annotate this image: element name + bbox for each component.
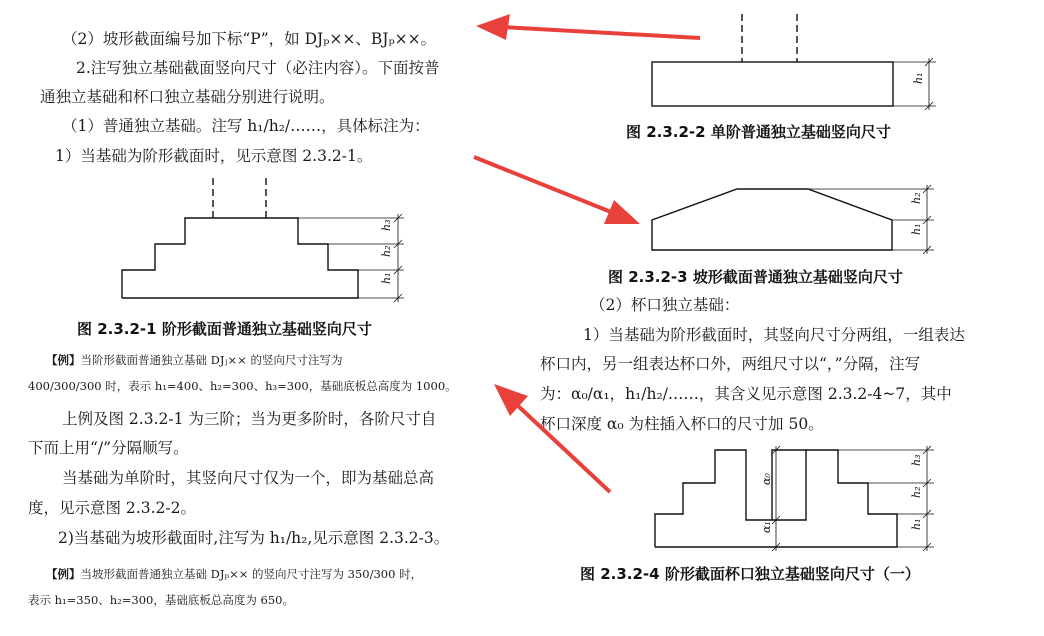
figure-caption-2-3-2-1: 图 2.3.2-1 阶形截面普通独立基础竖向尺寸 <box>77 320 372 338</box>
dim-label-h1: h₁ <box>910 518 923 530</box>
figure-caption-2-3-2-2: 图 2.3.2-2 单阶普通独立基础竖向尺寸 <box>626 123 891 141</box>
paragraph-text: 为：α₀/α₁，h₁/h₂/……，其含义见示意图 2.3.2-4~7，其中 <box>540 385 952 403</box>
single-step-outline <box>652 62 893 106</box>
arrow-head-icon <box>476 14 510 40</box>
paragraph-text: 杯口深度 α₀ 为柱插入杯口的尺寸加 50。 <box>540 415 824 433</box>
dim-label-h2: h₂ <box>910 486 923 498</box>
figure-caption-2-3-2-3: 图 2.3.2-3 坡形截面普通独立基础竖向尺寸 <box>608 268 903 286</box>
arrow-icon <box>516 404 610 492</box>
paragraph-text: 杯口内，另一组表达杯口外，两组尺寸以“，”分隔，注写 <box>540 355 921 373</box>
heading-ordinary-foundation: （1）普通独立基础。注写 h₁/h₂/……，具体标注为： <box>62 117 430 135</box>
arrow-icon <box>502 27 700 38</box>
paragraph-text: 度，见示意图 2.3.2-2。 <box>28 499 196 517</box>
arrow-head-icon <box>604 200 640 224</box>
sloped-outline <box>652 189 892 250</box>
dim-label-a1: α₁ <box>760 521 773 533</box>
paragraph-text: 1）当基础为阶形截面时，见示意图 2.3.2-1。 <box>55 147 373 165</box>
example-text: 当坡形截面普通独立基础 DJₚ×× 的竖向尺寸注写为 350/300 时， <box>80 567 423 581</box>
dim-label-h1: h₁ <box>910 223 923 235</box>
heading-slope-section-numbering: （2）坡形截面编号加下标“P”，如 DJₚ××、BJₚ××。 <box>62 30 437 48</box>
dim-label-h1: h₁ <box>380 272 393 284</box>
paragraph-text: 下而上用“/”分隔顺写。 <box>28 439 189 457</box>
example-text: 400/300/300 时，表示 h₁=400、h₂=300、h₃=300，基础底板总高度为 1000。 <box>28 379 457 393</box>
example-text: 表示 h₁=350、h₂=300，基础底板总高度为 650。 <box>28 593 294 607</box>
dim-label-h2: h₂ <box>910 192 923 204</box>
heading-vertical-dimensions: 2.注写独立基础截面竖向尺寸（必注内容）。下面按普 <box>76 59 440 77</box>
dim-label-h1: h₁ <box>912 72 925 84</box>
paragraph-text: 当基础为单阶时，其竖向尺寸仅为一个，即为基础总高 <box>62 469 435 487</box>
paragraph-text: 1）当基础为阶形截面时，其竖向尺寸分两组，一组表达 <box>583 326 965 344</box>
dim-label-h3: h₃ <box>380 219 393 231</box>
red-annotation-arrows <box>474 14 700 492</box>
figure-sloped-foundation <box>652 189 892 250</box>
example-text: 当阶形截面普通独立基础 DJⱼ×× 的竖向尺寸注写为 <box>80 353 343 367</box>
dim-label-h2: h₂ <box>380 245 393 257</box>
cup-inner-outline <box>772 450 806 520</box>
stepped-outline <box>122 218 358 298</box>
paragraph-text: 通独立基础和杯口独立基础分别进行说明。 <box>40 88 335 106</box>
figure-caption-2-3-2-4: 图 2.3.2-4 阶形截面杯口独立基础竖向尺寸（一） <box>580 565 920 583</box>
figure-stepped-foundation <box>122 178 358 298</box>
example-label: 【例】 <box>46 567 81 581</box>
example-label: 【例】 <box>46 353 81 367</box>
dim-label-h3: h₃ <box>910 454 923 466</box>
figure-single-step-foundation <box>652 14 893 106</box>
arrow-icon <box>474 157 616 214</box>
heading-cup-foundation: （2）杯口独立基础： <box>590 296 740 314</box>
paragraph-text: 上例及图 2.3.2-1 为三阶；当为更多阶时，各阶尺寸自 <box>62 410 437 428</box>
dim-label-a0: α₀ <box>760 473 773 485</box>
paragraph-text: 2)当基础为坡形截面时,注写为 h₁/h₂,见示意图 2.3.2-3。 <box>58 529 450 547</box>
